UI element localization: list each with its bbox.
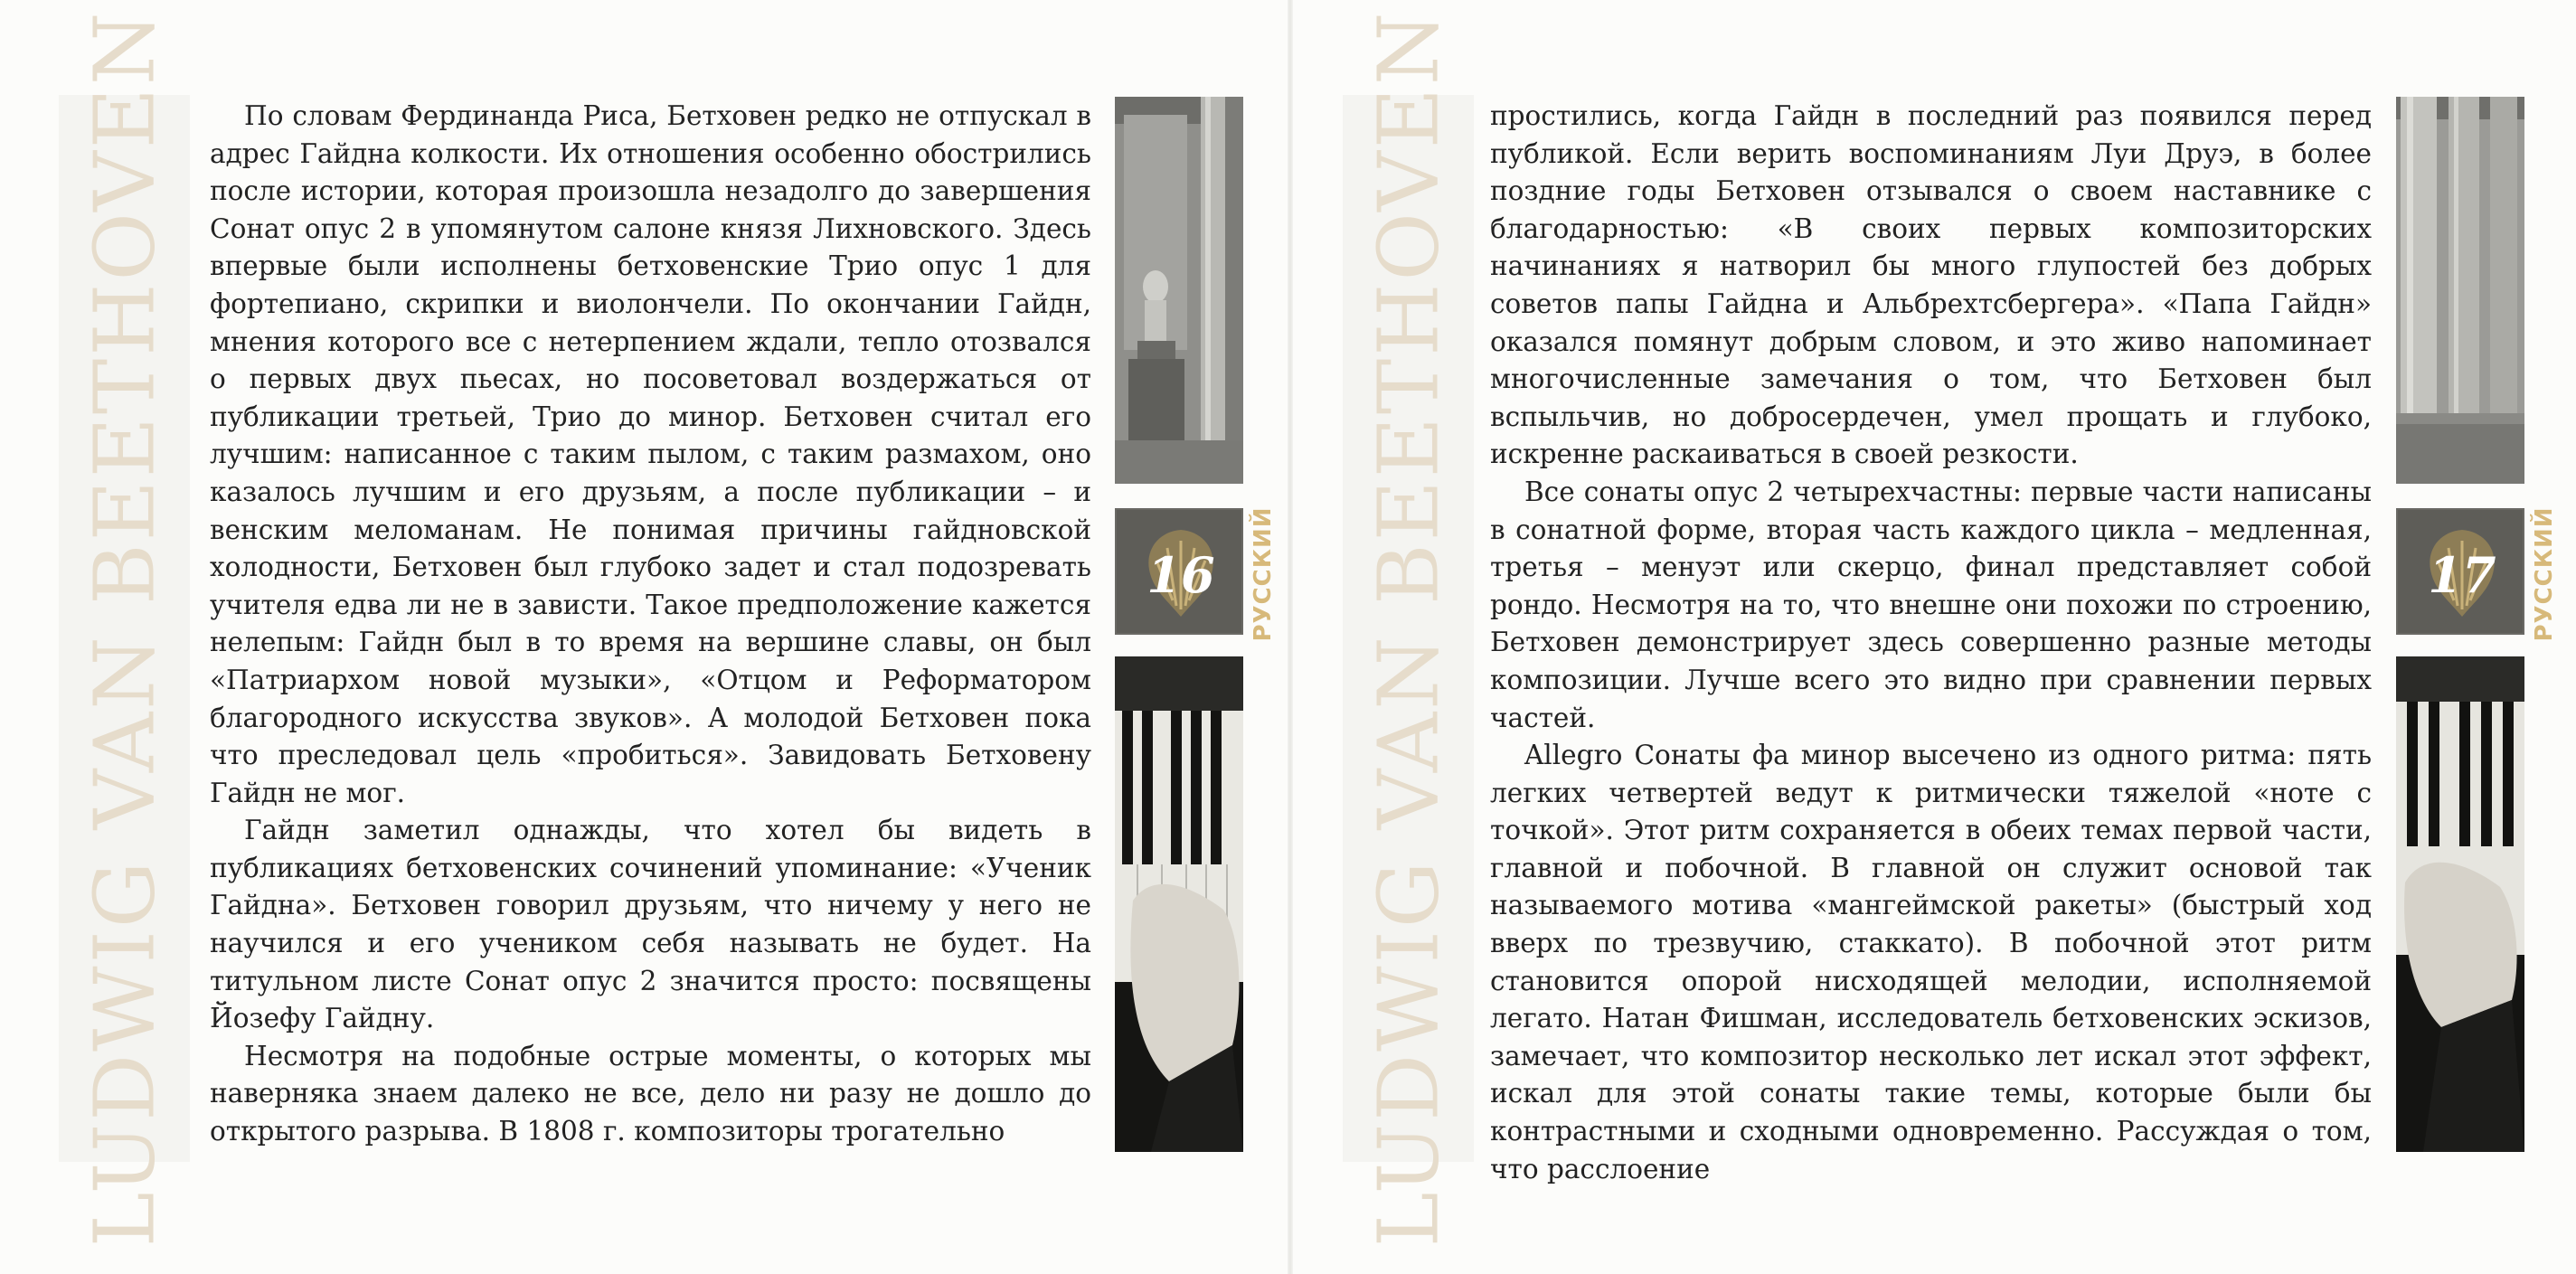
right-sidebar-strip (1343, 9, 1474, 1248)
paragraph: простились, когда Гайдн в последний раз появился перед публикой. Если верить воспоминаниям Луи Друэ, в более поздние годы Бетховен отзывался о своем наставнике с благодарностью: «В своих первых композиторских начинаниях я натворил бы много глупостей без добрых советов папы Гайдна и Альбрехтсбергера». «Папа Гайдн» оказался помянут добрым словом, и это живо напоминает многочисленные замечания о том, что Бетховен был вспыльчив, но добросердечен, умел прощать и глубоко, искренне раскаиваться в своей резкости. (1490, 100, 2372, 470)
paragraph: Allegro Сонаты фа минор высечено из одного ритма: пять легких четвертей ведут к ритмически тяжелой «ноте с точкой». Этот ритм сохраняется в обеих темах первой части, главной и побочной. В главной он служит основой так называемого мотива «мангеймской ракеты» (быстрый ход вверх по трезвучию, стаккато). В побочной этот ритм становится опорой нисходящей мелодии, исполняемой легато. Натан Фишман, исследователь бетховенских эскизов, замечает, что композитор несколько лет искал этот эффект, искал для этой сонаты такие темы, которые были бы контрастными и сходными одновременно. Рассуждая о том, что расслоение (1490, 740, 2372, 1184)
paragraph: Гайдн заметил однажды, что хотел бы видеть в публикациях бетховенских сочинений упоминание: «Ученик Гайдна». Бетховен говорил друзьям, что ничему у него не научился и его учеником себя называть не будет. На титульном листе Сонат опус 2 значится просто: посвящены Йозефу Гайдну. (210, 815, 1091, 1034)
paragraph: По словам Фердинанда Риса, Бетховен редко не отпускал в адрес Гайдна колкости. Их отношения особенно обострились после истории, которая произошла незадолго до завершения Сонат опус 2 в упомянутом салоне князя Лихновского. Здесь впервые были исполнены бетховенские Трио опус 1 для фортепиано, скрипки и виолончели. По окончании Гайдн, мнения которого все с нетерпением ждали, тепло отозвался о первых двух пьесах, но посоветовал воздержаться от публикации третьей, Трио до минор. Бетховен считал его лучшим: написанное с таким пылом, с таким размахом, оно казалось лучшим и его друзьям, а после публикации – и венским меломанам. Не понимая причины гайдновской холодности, Бетховен был глубоко задет и стал подозревать учителя едва ли не в зависти. Такое предположение кажется нелепым: Гайдн был в то время на вершине славы, он был «Патриархом новой музыки», «Отцом и Реформатором благородного искусства звуков». А молодой Бетховен пока что преследовал цель «пробиться». Завидовать Бетховену Гайдн не мог. (210, 100, 1091, 808)
columns-image (2396, 97, 2524, 484)
statue-photo (1115, 97, 1243, 484)
vertical-title: LUDWIG VAN BEETHOVEN (76, 9, 173, 1248)
page-number-badge (2396, 508, 2524, 635)
columns-photo (2396, 97, 2524, 484)
left-body-text (210, 98, 1091, 1151)
language-label-text: РУССКИЙ (2531, 506, 2558, 642)
page-number: 16 (1146, 546, 1215, 604)
page-number: 17 (2428, 546, 2496, 604)
left-sidebar-strip (59, 9, 190, 1248)
piano-keys-image (2396, 656, 2524, 1152)
piano-keys-image (1115, 656, 1243, 1152)
piano-hands-photo (2396, 656, 2524, 1152)
paragraph: Несмотря на подобные острые моменты, о которых мы наверняка знаем далеко не все, дело ни разу не дошло до открытого разрыва. В 1808 г. композиторы трогательно (210, 1040, 1091, 1147)
language-label-text: РУССКИЙ (1250, 506, 1277, 642)
right-body-text (1490, 98, 2372, 1188)
paragraph: Все сонаты опус 2 четырехчастны: первые части написаны в сонатной форме, вторая часть каждого цикла – медленная, третья – менуэт или скерцо, финал представляет собой рондо. Несмотря на то, что внешне они похожи по строению, Бетховен демонстрирует здесь совершенно разные методы композиции. Лучше всего это видно при сравнении первых частей. (1490, 476, 2372, 733)
vertical-title: LUDWIG VAN BEETHOVEN (1360, 9, 1457, 1248)
right-page (1293, 0, 2576, 1274)
statue-column-image (1115, 97, 1243, 484)
page-number-badge (1115, 508, 1243, 635)
language-label (1248, 506, 1279, 642)
piano-hands-photo (1115, 656, 1243, 1152)
language-label (2529, 506, 2560, 642)
